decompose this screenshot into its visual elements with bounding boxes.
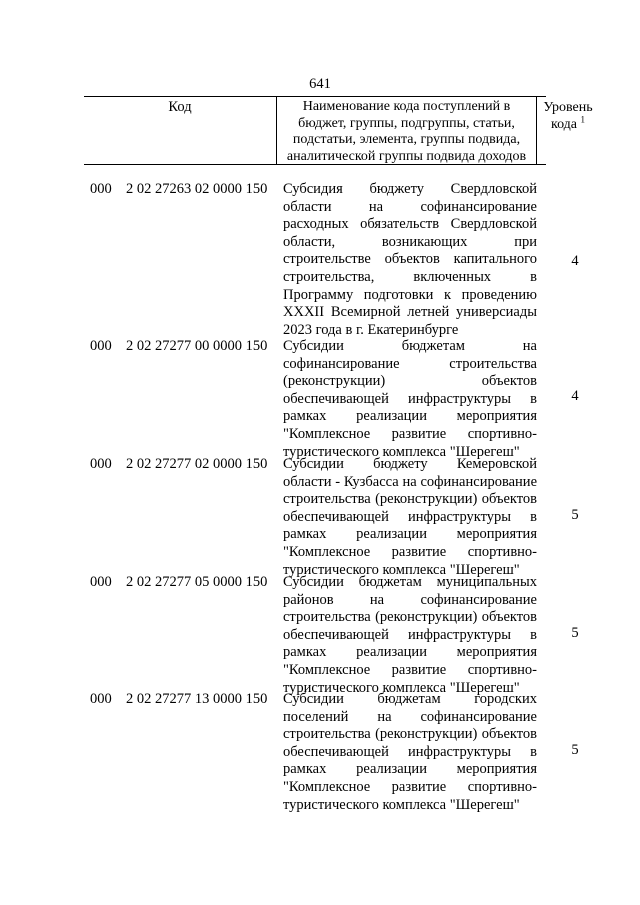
- row-name-line: обеспечивающей инфраструктуры в: [283, 390, 537, 407]
- row-name: [283, 338, 537, 461]
- row-name-line: обеспечивающей инфраструктуры в: [283, 743, 537, 760]
- row-revenue-code: 2 02 27277 05 0000 150: [126, 574, 268, 590]
- row-name-line: Программу подготовки к проведению: [283, 286, 537, 303]
- row-name-line: строительстве объектов капитального: [283, 251, 537, 268]
- row-group-code: 000: [90, 181, 112, 197]
- row-name-line: туристического комплекса "Шерегеш": [283, 796, 520, 813]
- row-name-line: расходных обязательств Свердловской: [283, 216, 537, 233]
- row-name-line: Субсидии бюджетам на: [283, 338, 537, 354]
- header-level: [537, 99, 599, 133]
- row-name-line: туристического комплекса "Шерегеш": [283, 679, 520, 696]
- row-name-line: туристического комплекса "Шерегеш": [283, 443, 520, 460]
- row-name-line: Субсидии бюджету Кемеровской: [283, 456, 537, 472]
- row-level: 5: [571, 625, 579, 641]
- footnote-marker: 1: [580, 114, 586, 125]
- row-level: 5: [571, 742, 579, 758]
- row-name-line: рамках реализации мероприятия: [283, 761, 537, 778]
- row-level: 4: [571, 388, 579, 404]
- header-level-line: Уровень: [543, 100, 593, 115]
- row-name-line: "Комплексное развитие спортивно-: [283, 425, 537, 442]
- row-name-line: строительства, включенных в: [283, 268, 537, 285]
- row-name-line: 2023 года в г. Екатеринбурге: [283, 321, 459, 338]
- header-name-line: Наименование кода поступлений в: [302, 99, 511, 114]
- row-name: [283, 181, 537, 339]
- header-level-word: кода: [550, 117, 578, 132]
- header-level-line: [537, 116, 599, 133]
- row-name-line: области на софинансирование: [283, 198, 537, 215]
- row-name-line: области - Кузбасса на софинансирование: [283, 473, 537, 490]
- row-name-line: софинансирование строительства: [283, 355, 537, 372]
- row-revenue-code: 2 02 27277 13 0000 150: [126, 691, 268, 707]
- table-header: [84, 96, 593, 165]
- row-revenue-code: 2 02 27277 00 0000 150: [126, 338, 268, 354]
- row-name-line: XXXII Всемирной летней универсиады: [283, 304, 537, 321]
- header-name: [277, 99, 536, 165]
- row-group-code: 000: [90, 456, 112, 472]
- row-revenue-code: 2 02 27277 02 0000 150: [126, 456, 268, 472]
- row-name-line: Субсидии бюджетам городских: [283, 691, 537, 707]
- row-name-line: обеспечивающей инфраструктуры в: [283, 626, 537, 643]
- row-name-line: туристического комплекса "Шерегеш": [283, 561, 520, 578]
- row-revenue-code: 2 02 27263 02 0000 150: [126, 181, 268, 197]
- header-name-line: бюджет, группы, подгруппы, статьи,: [298, 115, 515, 131]
- row-name-line: обеспечивающей инфраструктуры в: [283, 508, 537, 525]
- header-name-line: подстатьи, элемента, группы подвида,: [292, 132, 521, 147]
- row-name: [283, 574, 537, 697]
- page-number: 641: [309, 76, 331, 92]
- row-name-line: районов на софинансирование: [283, 591, 537, 608]
- header-code: Код: [168, 99, 192, 115]
- header-name-line: аналитической группы подвида доходов: [286, 148, 527, 164]
- row-level: 4: [571, 253, 579, 269]
- row-name: [283, 691, 537, 814]
- row-group-code: 000: [90, 691, 112, 707]
- row-name-line: рамках реализации мероприятия: [283, 526, 537, 543]
- row-name-line: строительства (реконструкции) объектов: [283, 726, 537, 743]
- row-name-line: "Комплексное развитие спортивно-: [283, 778, 537, 795]
- row-name-line: рамках реализации мероприятия: [283, 644, 537, 661]
- row-name-line: области, возникающих при: [283, 233, 537, 250]
- row-name-line: поселений на софинансирование: [283, 708, 537, 725]
- row-group-code: 000: [90, 574, 112, 590]
- row-name-line: рамках реализации мероприятия: [283, 408, 537, 425]
- row-name-line: Субсидии бюджетам муниципальных: [283, 574, 537, 590]
- row-name-line: (реконструкции) объектов: [283, 373, 537, 390]
- row-name-line: "Комплексное развитие спортивно-: [283, 661, 537, 678]
- row-name-line: Субсидия бюджету Свердловской: [283, 181, 537, 197]
- row-level: 5: [571, 507, 579, 523]
- row-name: [283, 456, 537, 579]
- row-name-line: строительства (реконструкции) объектов: [283, 491, 537, 508]
- row-name-line: "Комплексное развитие спортивно-: [283, 543, 537, 560]
- row-name-line: строительства (реконструкции) объектов: [283, 609, 537, 626]
- row-group-code: 000: [90, 338, 112, 354]
